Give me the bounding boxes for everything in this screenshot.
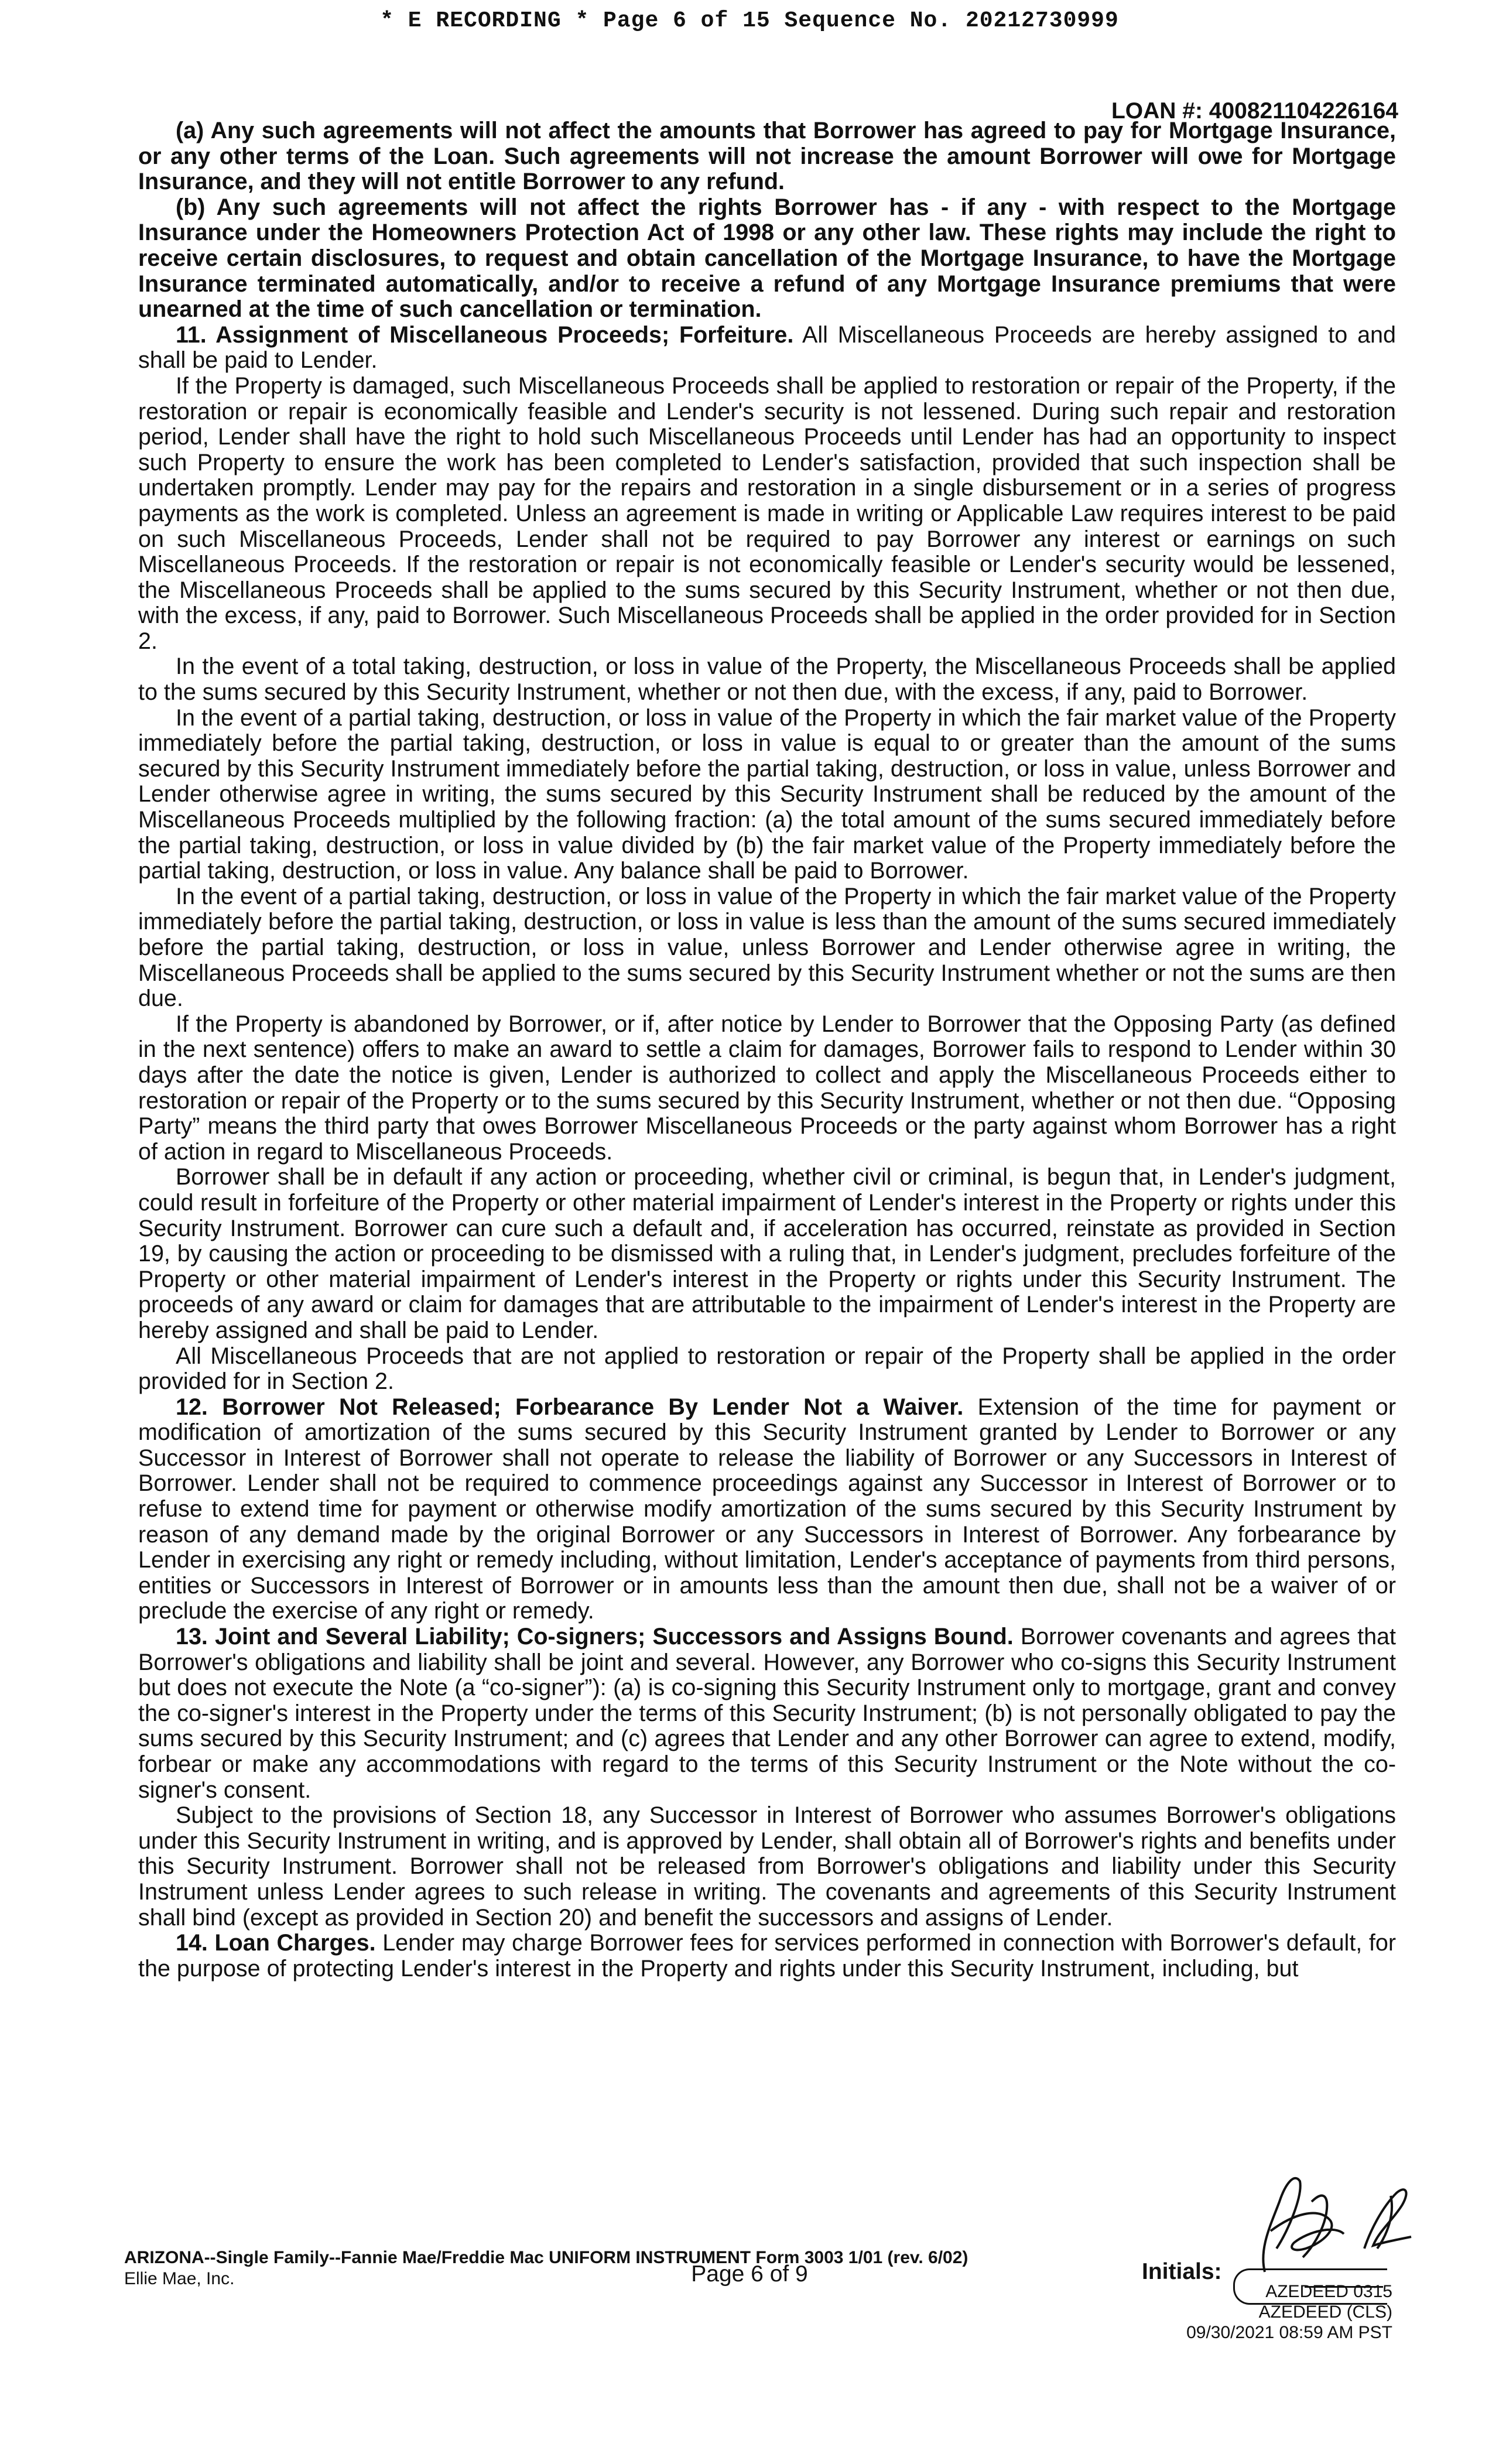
paragraph bbox=[138, 1931, 1396, 1982]
paragraph bbox=[138, 1803, 1396, 1931]
paragraph bbox=[138, 118, 1396, 195]
initials-cls: AZEDEED (CLS) bbox=[1258, 2302, 1392, 2322]
paragraph bbox=[138, 706, 1396, 884]
page-number: Page 6 of 9 bbox=[691, 2261, 808, 2287]
paragraph-text: (b) Any such agreements will not affect the rights Borrower has - if any - with respect to the Mortgage Insurance under the Homeowners Protection Act of 1998 or any other law. These rights may include the right to receive certain disclosures, to request and obtain cancellation of the Mortgage Insurance, to have the Mortgage Insurance terminated automatically, and/or to receive a refund of any Mortgage Insurance premiums that were unearned at the time of such cancellation or termination. bbox=[138, 194, 1396, 323]
paragraph bbox=[138, 884, 1396, 1012]
section-title: 13. Joint and Several Liability; Co-signers; Successors and Assigns Bound. bbox=[176, 1624, 1014, 1650]
initials-label: Initials: bbox=[1142, 2259, 1222, 2284]
paragraph-text: In the event of a partial taking, destruction, or loss in value of the Property in which the fair market value of the Property immediately before the partial taking, destruction, or loss in value is less than the amount of the sums secured immediately before the partial taking, destruction, or loss in value, unless Borrower and Lender otherwise agree in writing, the Miscellaneous Proceeds shall be applied to the sums secured by this Security Instrument whether or not the sums are then due. bbox=[138, 883, 1396, 1012]
paragraph bbox=[138, 323, 1396, 374]
recording-header: * E RECORDING * Page 6 of 15 Sequence No. 20212730999 bbox=[380, 8, 1119, 33]
paragraph bbox=[138, 374, 1396, 655]
initials-code: AZEDEED 0315 bbox=[1265, 2282, 1392, 2301]
initials-stamp bbox=[1147, 2281, 1392, 2343]
section-title: 12. Borrower Not Released; Forbearance By Lender Not a Waiver. bbox=[176, 1394, 964, 1420]
paragraph bbox=[138, 195, 1396, 323]
paragraph-text: All Miscellaneous Proceeds are hereby assigned to and shall be paid to Lender. bbox=[138, 321, 1396, 374]
paragraph-text: If the Property is damaged, such Miscellaneous Proceeds shall be applied to restoration or repair of the Property, if the restoration or repair is economically feasible and Lender's security is not lessened. During such repair and restoration period, Lender shall have the right to hold such Miscellaneous Proceeds until Lender has had an opportunity to inspect such Property to ensure the work has been completed to Lender's satisfaction, provided that such inspection shall be undertaken promptly. Lender may pay for the repairs and restoration in a single disbursement or in a series of progress payments as the work is completed. Unless an agreement is made in writing or Applicable Law requires interest to be paid on such Miscellaneous Proceeds, Lender shall not be required to pay Borrower any interest or earnings on such Miscellaneous Proceeds. If the restoration or repair is not economically feasible or Lender's security would be lessened, the Miscellaneous Proceeds shall be applied to the sums secured by this Security Instrument, whether or not then due, with the excess, if any, paid to Borrower. Such Miscellaneous Proceeds shall be applied in the order provided for in Section 2. bbox=[138, 372, 1396, 654]
initials-timestamp: 09/30/2021 08:59 AM PST bbox=[1186, 2323, 1392, 2342]
section-title: 11. Assignment of Miscellaneous Proceeds; Forfeiture. bbox=[176, 321, 794, 348]
paragraph-text: In the event of a partial taking, destruction, or loss in value of the Property in which the fair market value of the Property immediately before the partial taking, destruction, or loss in value is equal to or greater than the amount of the sums secured by this Security Instrument immediately before the partial taking, destruction, or loss in value, unless Borrower and Lender otherwise agree in writing, the sums secured by this Security Instrument shall be reduced by the amount of the Miscellaneous Proceeds multiplied by the following fraction: (a) the total amount of the sums secured immediately before the partial taking, destruction, or loss in value divided by (b) the fair market value of the Property immediately before the partial taking, destruction, or loss in value. Any balance shall be paid to Borrower. bbox=[138, 704, 1396, 884]
paragraph-text: All Miscellaneous Proceeds that are not applied to restoration or repair of the Property shall be applied in the order provided for in Section 2. bbox=[138, 1343, 1396, 1395]
paragraph bbox=[138, 654, 1396, 705]
paragraph-text: Borrower shall be in default if any action or proceeding, whether civil or criminal, is begun that, in Lender's judgment, could result in forfeiture of the Property or other material impairment of Lender's interest in the Property or rights under this Security Instrument. Borrower can cure such a default and, if acceleration has occurred, reinstate as provided in Section 19, by causing the action or proceeding to be dismissed with a ruling that, in Lender's judgment, precludes forfeiture of the Property or other material impairment of Lender's interest in the Property or rights under this Security Instrument. The proceeds of any award or claim for damages that are attributable to the impairment of Lender's interest in the Property are hereby assigned and shall be paid to Lender. bbox=[138, 1164, 1396, 1343]
paragraph-text: Lender may charge Borrower fees for services performed in connection with Borrower's default, for the purpose of protecting Lender's interest in the Property and rights under this Security Instrument, including, but bbox=[138, 1930, 1396, 1982]
paragraph-text: In the event of a total taking, destruction, or loss in value of the Property, the Miscellaneous Proceeds shall be applied to the sums secured by this Security Instrument, whether or not then due, with the excess, if any, paid to Borrower. bbox=[138, 653, 1396, 706]
paragraph-text: Extension of the time for payment or modification of amortization of the sums secured by this Security Instrument granted by Lender to Borrower or any Successor in Interest of Borrower shall not operate to release the liability of Borrower or any Successors in Interest of Borrower. Lender shall not be required to commence proceedings against any Successor in Interest of Borrower or to refuse to extend time for payment or otherwise modify amortization of the sums secured by this Security Instrument by reason of any demand made by the original Borrower or any Successors in Interest of Borrower. Any forbearance by Lender in exercising any right or remedy including, without limitation, Lender's acceptance of payments from third persons, entities or Successors in Interest of Borrower or in amounts less than the amount then due, shall not be a waiver of or preclude the exercise of any right or remedy. bbox=[138, 1394, 1396, 1624]
form-title: ARIZONA--Single Family--Fannie Mae/Freddie Mac UNIFORM INSTRUMENT Form 3003 1/01 (rev. 6/02) bbox=[124, 2248, 968, 2267]
paragraph-text: Subject to the provisions of Section 18, any Successor in Interest of Borrower who assumes Borrower's obligations under this Security Instrument in writing, and is approved by Lender, shall obtain all of Borrower's rights and benefits under this Security Instrument. Borrower shall not be released from Borrower's obligations and liability under this Security Instrument unless Lender agrees to such release in writing. The covenants and agreements of this Security Instrument shall bind (except as provided in Section 20) and benefit the successors and assigns of Lender. bbox=[138, 1802, 1396, 1931]
paragraph bbox=[138, 1624, 1396, 1803]
paragraph bbox=[138, 1395, 1396, 1624]
vendor-name: Ellie Mae, Inc. bbox=[124, 2269, 235, 2288]
paragraph bbox=[138, 1165, 1396, 1343]
paragraph-text: If the Property is abandoned by Borrower, or if, after notice by Lender to Borrower that the Opposing Party (as defined in the next sentence) offers to make an award to settle a claim for damages, Borrower fails to respond to Lender within 30 days after the date the notice is given, Lender is authorized to collect and apply the Miscellaneous Proceeds either to restoration or repair of the Property or to the sums secured by this Security Instrument, whether or not then due. “Opposing Party” means the third party that owes Borrower Miscellaneous Proceeds or the party against whom Borrower has a right of action in regard to Miscellaneous Proceeds. bbox=[138, 1011, 1396, 1165]
paragraph-text: (a) Any such agreements will not affect the amounts that Borrower has agreed to pay for Mortgage Insurance, or any other terms of the Loan. Such agreements will not increase the amount Borrower will owe for Mortgage Insurance, and they will not entitle Borrower to any refund. bbox=[138, 118, 1396, 195]
document-body bbox=[138, 118, 1396, 1982]
paragraph bbox=[138, 1344, 1396, 1395]
paragraph-text: Borrower covenants and agrees that Borrower's obligations and liability shall be joint and several. However, any Borrower who co-signs this Security Instrument but does not execute the Note (a “co-signer”): (a) is co-signing this Security Instrument only to mortgage, grant and convey the co-signer's interest in the Property under the terms of this Security Instrument; (b) is not personally obligated to pay the sums secured by this Security Instrument; and (c) agrees that Lender and any other Borrower can agree to extend, modify, forbear or make any accommodations with regard to the terms of this Security Instrument or the Note without the co-signer's consent. bbox=[138, 1624, 1396, 1803]
loan-number: LOAN #: 400821104226164 bbox=[1111, 98, 1398, 124]
paragraph bbox=[138, 1012, 1396, 1165]
handwritten-initials-signature bbox=[1177, 2161, 1423, 2278]
section-title: 14. Loan Charges. bbox=[176, 1930, 376, 1956]
